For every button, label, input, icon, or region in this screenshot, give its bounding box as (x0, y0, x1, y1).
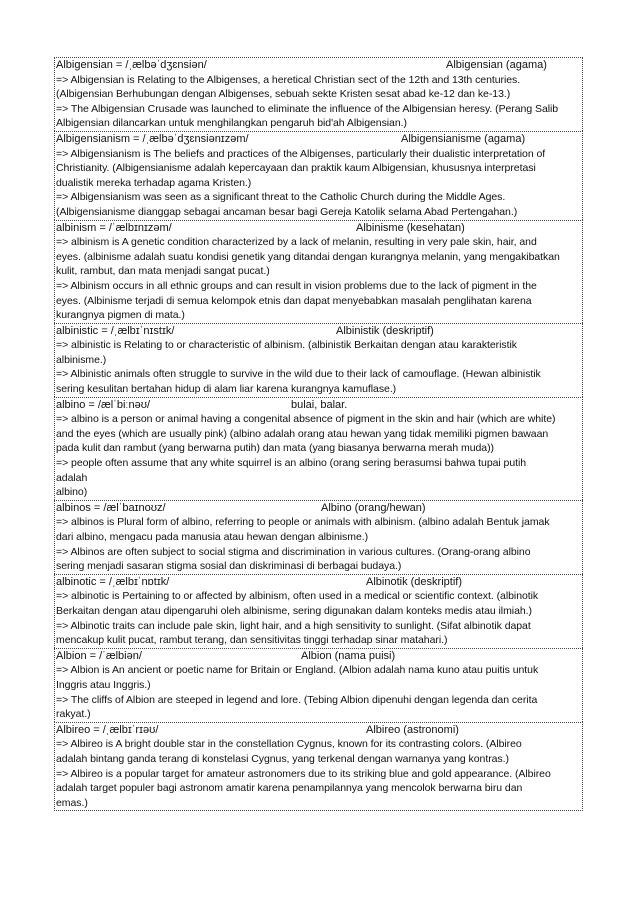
entry-header (56, 575, 581, 590)
entry-header (56, 649, 581, 664)
entry-header (56, 501, 581, 516)
definition-line: => The Albigensian Crusade was launched to eliminate the influence of the Albigensian heresy. (Perang Salib (56, 102, 559, 115)
definition-line: => Albigensian is Relating to the Albigenses, a heretical Christian sect of the 12th and 13th centuries. (56, 73, 521, 86)
definition-line: => people often assume that any white squirrel is an albino (orang sering berasumsi bahwa tupai putih (56, 457, 527, 470)
headword: Albigensian = /ˌælbəˈdʒɛnsiən/ (56, 59, 207, 71)
definition-line: pada kulit dan rambut (yang berwarna putih) dan mata (yang biasanya berwarna merah muda)) (56, 442, 494, 455)
definition-line: => Albireo is a popular target for amateur astronomers due to its striking blue and gold appearance. (Albireo (56, 767, 551, 780)
definition-line: sering kesulitan bertahan hidup di alam liar karena kurangnya kamuflase.) (56, 383, 397, 396)
headword: albino = /ælˈbiːnəʊ/ (56, 398, 150, 411)
translation: Albigensian (agama) (446, 59, 547, 71)
translation: Albino (orang/hewan) (321, 501, 426, 514)
entry-header (56, 324, 581, 339)
dictionary-entry (54, 574, 583, 648)
definition-line: => Albigensianism is The beliefs and practices of the Albigenses, particularly their dualistic interpretation of (56, 147, 546, 160)
definition-line: => The cliffs of Albion are steeped in legend and lore. (Tebing Albion dipenuhi dengan legenda dan cerita (56, 693, 538, 706)
translation: bulai, balar. (291, 398, 348, 411)
dictionary-entry (54, 500, 583, 574)
definition-line: dualistik mereka terhadap agama Kristen.) (56, 176, 252, 189)
dictionary-entry (54, 323, 583, 397)
dictionary-entry (54, 57, 583, 131)
definition-line: albino) (56, 486, 88, 499)
dictionary-entry (54, 131, 583, 220)
entry-header (56, 58, 581, 73)
definition-line: => albinotic is Pertaining to or affected by albinism, often used in a medical or scientific context. (albinotik (56, 590, 539, 603)
translation: Albigensianisme (agama) (401, 132, 526, 145)
definition-line: kulit, rambut, dan mata menjadi sangat pucat.) (56, 265, 270, 278)
definition-line: rakyat.) (56, 708, 91, 721)
entry-header (56, 398, 581, 413)
definition-line: => albinistic is Relating to or characteristic of albinism. (albinistik Berkaitan dengan atau karakteristik (56, 339, 517, 352)
definition-line: eyes. (albinisme adalah suatu kondisi genetik yang ditandai dengan kurangnya melanin, yang mengakibatkan (56, 250, 560, 263)
definition-line: (Albigensian Berhubungan dengan Albigenses, sebuah sekte Kristen sesat abad ke-12 dan ke-13.) (56, 88, 511, 101)
definition-line: adalah (56, 471, 88, 484)
definition-line: sering menjadi sasaran stigma sosial dan diskriminasi di berbagai budaya.) (56, 560, 402, 573)
headword: albinism = /ˈælbɪnɪzəm/ (56, 221, 172, 234)
definition-line: kurangnya pigmen di mata.) (56, 309, 185, 322)
dictionary-entry (54, 220, 583, 323)
definition-line: eyes. (Albinisme terjadi di semua kelompok etnis dan dapat menyebabkan masalah penglihatan karena (56, 294, 532, 307)
headword: Albion = /ˈælbiən/ (56, 649, 142, 662)
dictionary-entry (54, 648, 583, 722)
definition-line: adalah target populer bagi astronom amatir karena penampilannya yang mencolok berwarna biru dan (56, 782, 523, 795)
definition-line: albinisme.) (56, 353, 107, 366)
definition-line: mencakup kulit pucat, rambut terang, dan sensitivitas tinggi terhadap sinar matahari.) (56, 634, 448, 647)
definition-line: emas.) (56, 796, 88, 809)
definition-line: => albinism is A genetic condition characterized by a lack of melanin, resulting in very pale skin, hair, and (56, 236, 537, 249)
definition-line: Christianity. (Albigensianisme adalah kepercayaan dan praktik kaum Albigensian, khususnya interpretasi (56, 162, 536, 175)
entry-header (56, 723, 581, 738)
entry-header (56, 221, 581, 236)
definition-line: => Albinotic traits can include pale skin, light hair, and a high sensitivity to sunlight. (Sifat albinotik dapat (56, 619, 531, 632)
definition-line: dari albino, mengacu pada manusia atau hewan dengan albinisme.) (56, 531, 369, 543)
definition-line: => Albinism occurs in all ethnic groups and can result in vision problems due to the lack of pigment in the (56, 279, 537, 292)
definition-line: => albinos is Plural form of albino, referring to people or animals with albinism. (albino adalah Bentuk jamak (56, 516, 550, 529)
definition-line: => Albinos are often subject to social stigma and discrimination in various cultures. (Orang-orang albino (56, 545, 531, 558)
headword: albinotic = /ˌælbɪˈnɒtɪk/ (56, 575, 170, 588)
translation: Albinisme (kesehatan) (356, 221, 465, 234)
dictionary-entry (54, 722, 583, 812)
dictionary-entry (54, 397, 583, 500)
entry-header (56, 132, 581, 147)
definition-line: => Albion is An ancient or poetic name for Britain or England. (Albion adalah nama kuno atau puitis untuk (56, 664, 539, 677)
definition-line: => Albigensianism was seen as a significant threat to the Catholic Church during the Middle Ages. (56, 191, 506, 204)
definition-line: Inggris atau Inggris.) (56, 678, 151, 691)
definition-line: adalah bintang ganda terang di konstelasi Cygnus, yang terkenal dengan warnanya yang kontras.) (56, 752, 509, 765)
definition-line: => Albinistic animals often struggle to survive in the wild due to their lack of camouflage. (Hewan albinistik (56, 368, 541, 381)
translation: Albinistik (deskriptif) (336, 324, 434, 337)
headword: Albireo = /ˌælbɪˈrɪəʊ/ (56, 723, 159, 736)
translation: Albireo (astronomi) (366, 723, 459, 736)
definition-line: (Albigensianisme dianggap sebagai ancaman besar bagi Gereja Katolik selama Abad Pertengahan.) (56, 205, 518, 218)
definition-line: Berkaitan dengan atau dipengaruhi oleh albinisme, sering digunakan dalam konteks medis atau ilmiah.) (56, 604, 532, 617)
definition-line: => Albireo is A bright double star in the constellation Cygnus, known for its contrasting colors. (Albireo (56, 738, 522, 751)
definition-line: => albino is a person or animal having a congenital absence of pigment in the skin and hair (which are white) (56, 413, 556, 426)
definition-line: and the eyes (which are usually pink) (albino adalah orang atau hewan yang tidak memiliki pigmen bawaan (56, 427, 549, 440)
definition-line: Albigensian dilancarkan untuk menghilangkan pengaruh bid'ah Albigensian.) (56, 117, 407, 130)
translation: Albinotik (deskriptif) (366, 575, 462, 588)
dictionary-document (54, 57, 583, 811)
headword: albinistic = /ˌælbɪˈnɪstɪk/ (56, 324, 175, 337)
headword: Albigensianism = /ˌælbəˈdʒɛnsiənɪzəm/ (56, 132, 249, 145)
headword: albinos = /ælˈbaɪnoʊz/ (56, 501, 166, 514)
translation: Albion (nama puisi) (301, 649, 396, 662)
